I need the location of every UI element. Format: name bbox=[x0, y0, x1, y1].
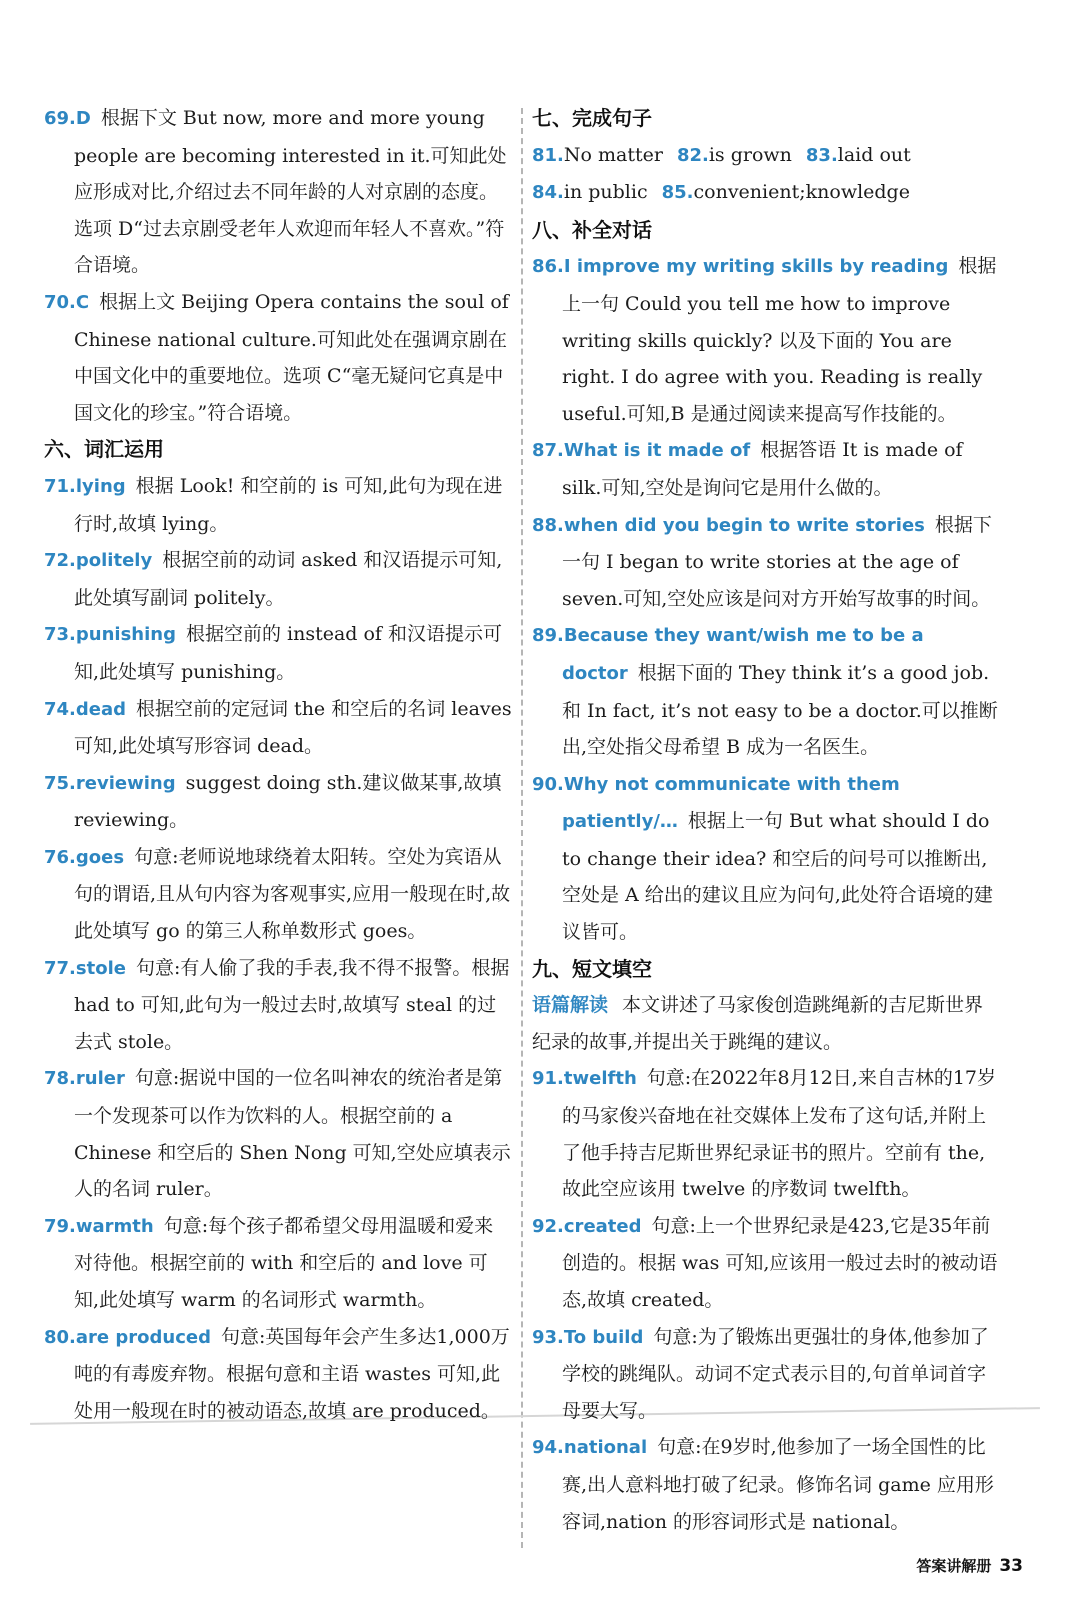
explanation-text: 句意:据说中国的一位名叫神农的统治者是第一个发现茶可以作为饮料的人。根据空前的 a Chinese 和空后的 Shen Nong 可知,空处应填表示人的名词 ruler。 bbox=[74, 1067, 511, 1201]
right-column bbox=[532, 100, 1000, 1540]
answers-91-94 bbox=[532, 1060, 1000, 1540]
question-number: 75. bbox=[44, 772, 76, 794]
question-number: 92. bbox=[532, 1215, 564, 1237]
explanation-text: 根据下文 But now, more and more young people are becoming interested in it.可知此处应形成对比,介绍过去不同年龄的人对京剧的态度。选项 D“过去京剧受老年人欢迎而年轻人不喜欢。”符合语境。 bbox=[74, 107, 507, 277]
answer-item bbox=[532, 507, 1000, 618]
explanation-text: 句意:上一个世界纪录是423,它是35年前创造的。根据 was 可知,应该用一般过去时的被动语态,故填 created。 bbox=[562, 1214, 998, 1311]
explanation-text: 根据下面的 They think it’s a good job.和 In fact, it’s not easy to be a doctor.可以推断出,空处指父母希望 B 成为一名医生。 bbox=[562, 661, 998, 759]
answers-81-83 bbox=[532, 137, 1000, 175]
answer-item bbox=[44, 284, 512, 431]
answer-text: No matter bbox=[563, 143, 663, 166]
short-answer bbox=[677, 144, 792, 166]
question-number: 70. bbox=[44, 291, 76, 313]
answer-key: punishing bbox=[75, 624, 176, 646]
answer-item bbox=[532, 1429, 1000, 1540]
explanation-text: 根据空前的动词 asked 和汉语提示可知,此处填写副词 politely。 bbox=[74, 549, 503, 609]
answer-item bbox=[532, 1319, 1000, 1430]
explanation-text: 根据上文 Beijing Opera contains the soul of Chinese national culture.可知此处在强调京剧在中国文化中的重要地位。选项 C“毫无疑问它真是中国文化的珍宝。”符合语境。 bbox=[74, 290, 509, 424]
explanation-text: 句意:老师说地球绕着太阳转。空处为宾语从句的谓语,且从句内容为客观事实,应用一般现在时,故此处填写 go 的第三人称单数形式 goes。 bbox=[74, 845, 511, 943]
answer-key: lying bbox=[75, 475, 126, 497]
answer-key: Because they want/wish me to be a doctor bbox=[562, 625, 924, 684]
question-number: 88. bbox=[532, 514, 564, 536]
answers-86-90 bbox=[532, 248, 1000, 950]
section-vocabulary-title: 六、词汇运用 bbox=[44, 437, 164, 462]
answer-item bbox=[44, 839, 512, 950]
answer-text: in public bbox=[563, 181, 648, 204]
footer-label: 答案讲解册 bbox=[916, 1557, 992, 1575]
short-answer bbox=[532, 181, 648, 203]
reading-analysis-tag: 语篇解读 bbox=[532, 994, 609, 1017]
question-number: 86. bbox=[532, 256, 564, 278]
answer-key: dead bbox=[75, 698, 127, 720]
answer-item bbox=[44, 950, 512, 1061]
explanation-text: 句意:有人偷了我的手表,我不得不报警。根据 had to 可知,此句为一般过去时,故填写 steal 的过去式 stole。 bbox=[74, 956, 510, 1053]
question-number: 77. bbox=[44, 957, 76, 979]
left-column bbox=[44, 100, 512, 1429]
answer-item bbox=[44, 1208, 512, 1319]
answer-item bbox=[44, 616, 512, 690]
question-number: 91. bbox=[532, 1068, 564, 1090]
column-divider bbox=[521, 108, 523, 1548]
answer-key: I improve my writing skills by reading bbox=[563, 256, 949, 278]
answer-key: goes bbox=[75, 846, 125, 868]
answer-item bbox=[44, 1319, 512, 1430]
short-answer bbox=[806, 144, 911, 166]
answers-71-80 bbox=[44, 468, 512, 1429]
answer-text: laid out bbox=[837, 143, 911, 166]
question-number: 82. bbox=[676, 144, 709, 166]
answer-key: when did you begin to write stories bbox=[563, 514, 925, 536]
question-number: 69. bbox=[44, 108, 76, 129]
question-number: 71. bbox=[44, 475, 76, 497]
explanation-text: suggest doing sth.建议做某事,故填 reviewing。 bbox=[74, 771, 502, 832]
page-number: 33 bbox=[999, 1556, 1023, 1576]
answer-key: D bbox=[75, 108, 91, 129]
explanation-text: 句意:为了锻炼出更强壮的身体,他参加了学校的跳绳队。动词不定式表示目的,句首单词首字母要大写。 bbox=[562, 1325, 989, 1422]
answers-69-70 bbox=[44, 100, 512, 431]
answer-key: are produced bbox=[75, 1326, 211, 1348]
answer-text: convenient;knowledge bbox=[693, 181, 910, 204]
answer-item bbox=[532, 1060, 1000, 1207]
explanation-text: 句意:每个孩子都希望父母用温暖和爱来对待他。根据空前的 with 和空后的 and love 可知,此处填写 warm 的名词形式 warmth。 bbox=[74, 1214, 494, 1311]
answer-item bbox=[532, 617, 1000, 765]
answer-key: Why not communicate with them patiently/… bbox=[562, 773, 900, 833]
explanation-text: 根据空前的定冠词 the 和空后的名词 leaves 可知,此处填写形容词 dead。 bbox=[74, 697, 512, 758]
answer-item bbox=[44, 468, 512, 542]
short-answer bbox=[532, 144, 663, 166]
explanation-text: 句意:在2022年8月12日,来自吉林的17岁的马家俊兴奋地在社交媒体上发布了这句话,并附上了他手持吉尼斯世界纪录证书的照片。空前有 the,故此空应该用 twelve 的序数词 twelfth。 bbox=[562, 1067, 997, 1201]
answer-item bbox=[44, 765, 512, 839]
explanation-text: 根据空前的 instead of 和汉语提示可知,此处填写 punishing。 bbox=[74, 623, 503, 683]
question-number: 79. bbox=[44, 1215, 76, 1237]
question-number: 76. bbox=[44, 846, 76, 868]
answer-key: C bbox=[75, 291, 90, 313]
answer-key: stole bbox=[75, 957, 126, 979]
question-number: 74. bbox=[44, 698, 76, 720]
question-number: 83. bbox=[805, 144, 838, 166]
question-number: 89. bbox=[532, 625, 564, 647]
explanation-text: 句意:英国每年会产生多达1,000万吨的有毒废弃物。根据句意和主语 wastes 可知,此处用一般现在时的被动语态,故填 are produced。 bbox=[74, 1325, 510, 1422]
answer-key: reviewing bbox=[75, 772, 176, 794]
question-number: 72. bbox=[44, 550, 76, 572]
answer-item bbox=[532, 248, 1000, 432]
question-number: 94. bbox=[532, 1437, 564, 1459]
answers-84-85 bbox=[532, 174, 1000, 212]
explanation-text: 根据上一句 But what should I do to change their idea? 和空后的问号可以推断出,空处是 A 给出的建议且应为问句,此处符合语境的建议皆可。 bbox=[562, 810, 993, 944]
question-number: 87. bbox=[532, 440, 564, 462]
answer-item bbox=[44, 100, 512, 284]
question-number: 73. bbox=[44, 624, 76, 646]
question-number: 84. bbox=[532, 182, 564, 204]
answer-key: national bbox=[563, 1437, 648, 1459]
answer-key: twelfth bbox=[563, 1068, 637, 1090]
question-number: 90. bbox=[532, 773, 564, 795]
answer-item bbox=[44, 542, 512, 616]
answer-key: To build bbox=[563, 1326, 644, 1348]
answer-key: What is it made of bbox=[563, 440, 751, 462]
answer-key: warmth bbox=[75, 1215, 154, 1237]
explanation-text: 根据 Look! 和空前的 is 可知,此句为现在进行时,故填 lying。 bbox=[74, 474, 503, 535]
answer-key: created bbox=[563, 1215, 642, 1237]
answer-item bbox=[532, 1208, 1000, 1319]
answer-key: politely bbox=[75, 550, 153, 572]
question-number: 78. bbox=[44, 1068, 76, 1090]
answer-item bbox=[532, 766, 1000, 951]
explanation-text: 根据答语 It is made of silk.可知,空处是询问它是用什么做的。 bbox=[562, 439, 963, 499]
short-answer bbox=[662, 181, 910, 203]
answer-key: ruler bbox=[75, 1068, 125, 1090]
question-number: 85. bbox=[661, 182, 694, 204]
reading-analysis-text: 本文讲述了马家俊创造跳绳新的吉尼斯世界纪录的故事,并提出关于跳绳的建议。 bbox=[532, 994, 984, 1053]
section-complete-sentences-title: 七、完成句子 bbox=[532, 106, 652, 130]
question-number: 80. bbox=[44, 1326, 76, 1348]
answer-item bbox=[44, 691, 512, 765]
answer-item bbox=[532, 432, 1000, 506]
answer-text: is grown bbox=[708, 143, 792, 166]
section-dialog-title: 八、补全对话 bbox=[532, 217, 652, 242]
explanation-text: 根据上一句 Could you tell me how to improve writing skills quickly? 以及下面的 You are right. I do agree with you. Reading is really useful.可知,B 是通过阅读来提高写作技能的。 bbox=[562, 255, 997, 425]
explanation-text: 句意:在9岁时,他参加了一场全国性的比赛,出人意料地打破了纪录。修饰名词 game 应用形容词,nation 的形容词形式是 national。 bbox=[562, 1436, 994, 1533]
question-number: 81. bbox=[532, 144, 564, 166]
reading-analysis bbox=[532, 987, 1000, 1060]
question-number: 93. bbox=[532, 1326, 564, 1348]
section-cloze-title: 九、短文填空 bbox=[532, 956, 652, 981]
page-footer bbox=[916, 1555, 1023, 1576]
explanation-text: 根据下一句 I began to write stories at the age of seven.可知,空处应该是问对方开始写故事的时间。 bbox=[562, 513, 992, 610]
answer-item bbox=[44, 1060, 512, 1207]
